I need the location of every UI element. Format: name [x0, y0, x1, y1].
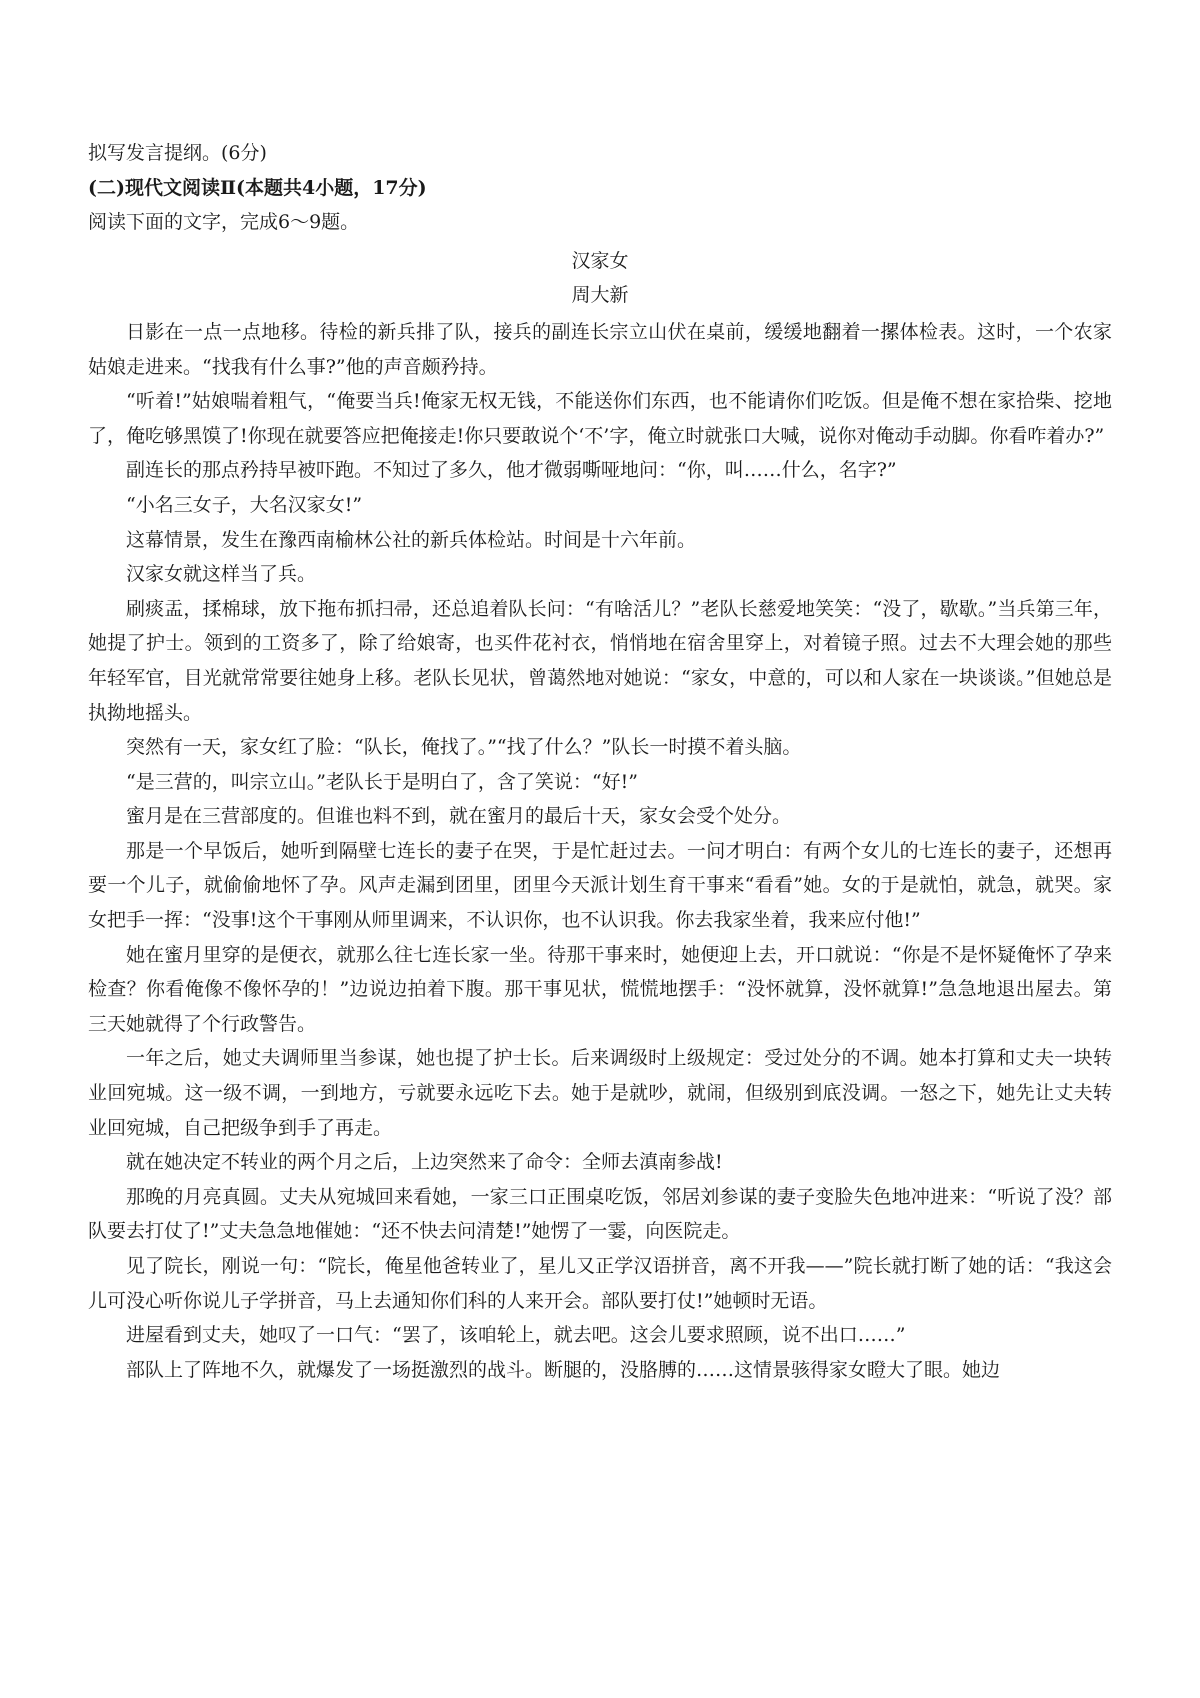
story-author: 周大新: [571, 284, 629, 307]
document-body: [88, 136, 1112, 1387]
story-paragraph: 那晚的月亮真圆。丈夫从宛城回来看她，一家三口正围桌吃饭，邻居刘参谋的妻子变脸失色地冲进来：“听说了没？部队要去打仗了!”丈夫急急地催她：“还不快去问清楚!”她愣了一霎，向医院走。: [88, 1185, 1112, 1243]
question-instruction-tail: 拟写发言提纲。(6分): [88, 142, 267, 164]
story-paragraph: 突然有一天，家女红了脸：“队长，俺找了。”“找了什么？”队长一时摸不着头脑。: [126, 736, 802, 759]
section-heading: (二)现代文阅读Ⅱ(本题共4小题，17分): [88, 176, 427, 199]
story-paragraph: 日影在一点一点地移。待检的新兵排了队，接兵的副连长宗立山伏在桌前，缓缓地翻着一摞体检表。这时，一个农家姑娘走进来。“找我有什么事?”他的声音颇矜持。: [88, 320, 1112, 378]
story-paragraph: 进屋看到丈夫，她叹了一口气：“罢了，该咱轮上，就去吧。这会儿要求照顾，说不出口……”: [126, 1324, 906, 1347]
story-paragraph: 刷痰盂，揉棉球，放下拖布抓扫帚，还总追着队长问：“有啥活儿？”老队长慈爱地笑笑：“没了，歇歇。”当兵第三年，她提了护士。领到的工资多了，除了给娘寄，也买件花衬衣，悄悄地在宿舍里穿上，对着镜子照。过去不大理会她的那些年轻军官，目光就常常要往她身上移。老队长见状，曾蔼然地对她说：“家女，中意的，可以和人家在一块谈谈。”但她总是执拗地摇头。: [88, 597, 1112, 724]
story-paragraph: 部队上了阵地不久，就爆发了一场挺激烈的战斗。断腿的，没胳膊的……这情景骇得家女瞪大了眼。她边: [126, 1358, 1001, 1381]
story-paragraph: 一年之后，她丈夫调师里当参谋，她也提了护士长。后来调级时上级规定：受过处分的不调。她本打算和丈夫一块转业回宛城。这一级不调，一到地方，亏就要永远吃下去。她于是就吵，就闹，但级别到底没调。一怒之下，她先让丈夫转业回宛城，自己把级争到手了再走。: [88, 1047, 1112, 1139]
story-paragraph: “听着!”姑娘喘着粗气，“俺要当兵!俺家无权无钱，不能送你们东西，也不能请你们吃饭。但是俺不想在家拾柴、挖地了，俺吃够黑馍了!你现在就要答应把俺接走!你只要敢说个‘不’字，俺立时就张口大喊，说你对俺动手动脚。你看咋着办?”: [88, 390, 1112, 447]
reading-instruction: 阅读下面的文字，完成6～9题。: [88, 211, 360, 234]
story-paragraph: 她在蜜月里穿的是便衣，就那么往七连长家一坐。待那干事来时，她便迎上去，开口就说：“你是不是怀疑俺怀了孕来检查？你看俺像不像怀孕的！”边说边拍着下腹。那干事见状，慌慌地摆手：“没怀就算，没怀就算!”急急地退出屋去。第三天她就得了个行政警告。: [88, 943, 1112, 1035]
story-paragraph: “小名三女子，大名汉家女!”: [126, 493, 363, 516]
story-paragraph: 就在她决定不转业的两个月之后，上边突然来了命令：全师去滇南参战!: [126, 1151, 723, 1174]
story-paragraph: 副连长的那点矜持早被吓跑。不知过了多久，他才微弱嘶哑地问：“你，叫……什么，名字?”: [126, 459, 897, 482]
story-paragraph: “是三营的，叫宗立山。”老队长于是明白了，含了笑说：“好!”: [126, 770, 638, 793]
story-title: 汉家女: [571, 249, 629, 272]
story-paragraph: 这幕情景，发生在豫西南榆林公社的新兵体检站。时间是十六年前。: [126, 528, 697, 551]
story-paragraph: 汉家女就这样当了兵。: [126, 563, 317, 586]
story-paragraph: 那是一个早饭后，她听到隔壁七连长的妻子在哭，于是忙赶过去。一问才明白：有两个女儿的七连长的妻子，还想再要一个儿子，就偷偷地怀了孕。风声走漏到团里，团里今天派计划生育干事来“看看”她。女的于是就怕，就急，就哭。家女把手一挥：“没事!这个干事刚从师里调来，不认识你，也不认识我。你去我家坐着，我来应付他!”: [88, 839, 1112, 932]
story-paragraph: 蜜月是在三营部度的。但谁也料不到，就在蜜月的最后十天，家女会受个处分。: [126, 805, 792, 828]
story-paragraph: 见了院长，刚说一句：“院长，俺星他爸转业了，星儿又正学汉语拼音，离不开我——”院长就打断了她的话：“我这会儿可没心听你说儿子学拼音，马上去通知你们科的人来开会。部队要打仗!”她顿时无语。: [88, 1255, 1112, 1312]
